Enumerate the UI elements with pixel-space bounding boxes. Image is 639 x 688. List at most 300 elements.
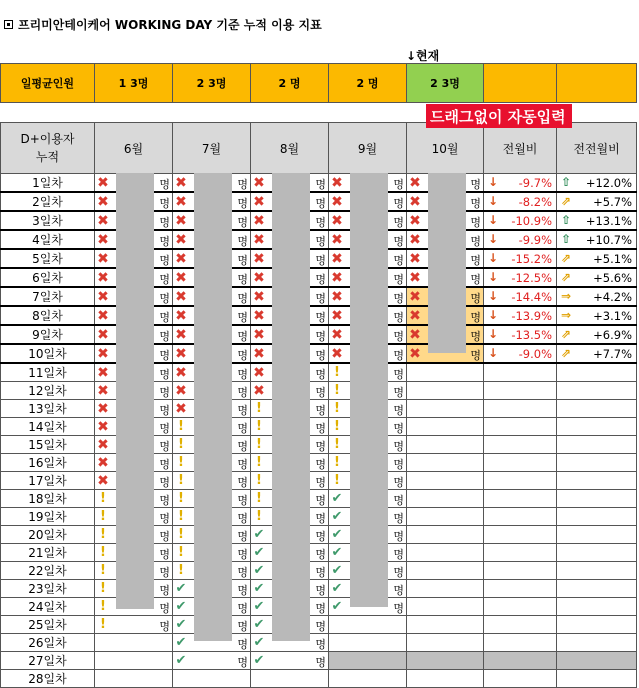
- day-label: 11일차: [1, 363, 95, 382]
- unit-label: 명: [159, 620, 170, 633]
- warning-icon: !: [100, 599, 106, 614]
- header-mom: 전월비: [484, 123, 557, 174]
- check-icon: ✔: [331, 581, 343, 596]
- month-value-cell: [407, 652, 484, 670]
- red-x-icon: ✖: [253, 270, 265, 286]
- mom-cell: [484, 192, 557, 211]
- change-value: +10.7%: [585, 233, 632, 247]
- change-value: +5.1%: [593, 252, 632, 266]
- table-row: [1, 526, 637, 544]
- unit-label: 명: [315, 440, 326, 453]
- sheet-title: [4, 16, 322, 33]
- unit-label: 명: [470, 216, 481, 229]
- mom2-cell: [557, 490, 637, 508]
- red-x-icon: ✖: [97, 289, 109, 305]
- red-x-icon: ✖: [175, 194, 187, 210]
- table-row: [1, 230, 637, 249]
- unit-label: 명: [393, 273, 404, 286]
- table-row: [1, 634, 637, 652]
- check-icon: ✔: [331, 599, 343, 614]
- red-x-icon: ✖: [409, 232, 421, 248]
- mom-cell: [484, 418, 557, 436]
- day-label: 9일차: [1, 325, 95, 344]
- table-row: [1, 363, 637, 382]
- unit-label: 명: [470, 311, 481, 324]
- red-x-icon: ✖: [97, 175, 109, 191]
- month-value-cell: [95, 670, 173, 688]
- warning-icon: !: [100, 491, 106, 506]
- unit-label: 명: [393, 216, 404, 229]
- change-value: +5.6%: [593, 271, 632, 285]
- mom2-cell: [557, 344, 637, 363]
- unit-label: 명: [393, 512, 404, 525]
- redaction-sep: [350, 173, 388, 607]
- check-icon: ✔: [253, 653, 265, 668]
- unit-label: 명: [315, 404, 326, 417]
- mom-cell: [484, 400, 557, 418]
- unit-label: 명: [315, 512, 326, 525]
- table-row: [1, 325, 637, 344]
- red-x-icon: ✖: [175, 232, 187, 248]
- month-value-cell: [95, 634, 173, 652]
- change-value: +13.1%: [585, 214, 632, 228]
- day-label: 14일차: [1, 418, 95, 436]
- unit-label: 명: [393, 494, 404, 507]
- red-x-icon: ✖: [253, 213, 265, 229]
- warning-icon: !: [334, 455, 340, 470]
- unit-label: 명: [159, 476, 170, 489]
- red-x-icon: ✖: [175, 383, 187, 399]
- unit-label: 명: [237, 254, 248, 267]
- red-x-icon: ✖: [175, 251, 187, 267]
- month-value-cell: [407, 598, 484, 616]
- day-label: 24일차: [1, 598, 95, 616]
- unit-label: 명: [315, 235, 326, 248]
- header-month-aug: 8월: [251, 123, 329, 174]
- unit-label: 명: [470, 349, 481, 362]
- day-label: 26일차: [1, 634, 95, 652]
- red-x-icon: ✖: [175, 365, 187, 381]
- up-arrow-icon: ⇧: [560, 175, 572, 189]
- unit-label: 명: [470, 330, 481, 343]
- red-x-icon: ✖: [175, 175, 187, 191]
- warning-icon: !: [334, 437, 340, 452]
- unit-label: 명: [237, 330, 248, 343]
- unit-label: 명: [159, 197, 170, 210]
- unit-label: 명: [237, 216, 248, 229]
- check-icon: ✔: [331, 509, 343, 524]
- month-value-cell: [407, 544, 484, 562]
- unit-label: 명: [315, 349, 326, 362]
- red-x-icon: ✖: [175, 401, 187, 417]
- table-row: [1, 580, 637, 598]
- mom-cell: [484, 580, 557, 598]
- unit-label: 명: [237, 476, 248, 489]
- down-arrow-icon: ↓: [487, 232, 499, 246]
- day-label: 15일차: [1, 436, 95, 454]
- unit-label: 명: [315, 494, 326, 507]
- check-icon: ✔: [253, 545, 265, 560]
- unit-label: 명: [237, 548, 248, 561]
- red-x-icon: ✖: [97, 308, 109, 324]
- unit-label: 명: [237, 235, 248, 248]
- warning-icon: !: [256, 455, 262, 470]
- red-x-icon: ✖: [409, 194, 421, 210]
- mom2-cell: [557, 249, 637, 268]
- unit-label: 명: [315, 656, 326, 669]
- month-value-cell: [329, 670, 407, 688]
- unit-label: 명: [237, 292, 248, 305]
- warning-icon: !: [256, 491, 262, 506]
- red-x-icon: ✖: [409, 175, 421, 191]
- unit-label: 명: [315, 254, 326, 267]
- mom-cell: [484, 325, 557, 344]
- unit-label: 명: [393, 349, 404, 362]
- unit-label: 명: [237, 638, 248, 651]
- change-value: -13.5%: [511, 328, 552, 342]
- unit-label: 명: [237, 494, 248, 507]
- unit-label: 명: [470, 197, 481, 210]
- check-icon: ✔: [253, 581, 265, 596]
- day-label: 23일차: [1, 580, 95, 598]
- month-value-cell: [407, 436, 484, 454]
- right-arrow-icon: ⇒: [560, 289, 572, 303]
- warning-icon: !: [178, 563, 184, 578]
- mom2-cell: [557, 287, 637, 306]
- average-value-oct: 2 3명: [407, 64, 484, 103]
- mom2-cell: [557, 174, 637, 193]
- unit-label: 명: [159, 311, 170, 324]
- check-icon: ✔: [253, 635, 265, 650]
- red-x-icon: ✖: [97, 194, 109, 210]
- red-x-icon: ✖: [409, 270, 421, 286]
- month-value-cell: [407, 472, 484, 490]
- unit-label: 명: [159, 235, 170, 248]
- mom-cell: [484, 344, 557, 363]
- unit-label: 명: [393, 476, 404, 489]
- redaction-oct: [428, 173, 466, 353]
- day-label: 1일차: [1, 174, 95, 193]
- unit-label: 명: [237, 458, 248, 471]
- month-value-cell: [95, 616, 173, 634]
- unit-label: 명: [393, 178, 404, 191]
- unit-label: 명: [159, 422, 170, 435]
- unit-label: 명: [315, 386, 326, 399]
- up-arrow-icon: ⇧: [560, 213, 572, 227]
- table-row: [1, 211, 637, 230]
- down-arrow-icon: ↓: [487, 194, 499, 208]
- change-value: +12.0%: [585, 176, 632, 190]
- diagonal-up-arrow-icon: ⇗: [560, 346, 572, 360]
- check-icon: ✔: [175, 635, 187, 650]
- mom2-cell: [557, 306, 637, 325]
- down-arrow-icon: ↓: [487, 289, 499, 303]
- redaction-jul: [194, 173, 232, 641]
- red-x-icon: ✖: [253, 365, 265, 381]
- red-x-icon: ✖: [331, 327, 343, 343]
- unit-label: 명: [315, 368, 326, 381]
- mom-cell: [484, 508, 557, 526]
- unit-label: 명: [237, 620, 248, 633]
- unit-label: 명: [237, 530, 248, 543]
- unit-label: 명: [237, 656, 248, 669]
- unit-label: 명: [159, 292, 170, 305]
- month-value-cell: [407, 562, 484, 580]
- red-x-icon: ✖: [253, 308, 265, 324]
- average-label: 일평균인원: [1, 64, 95, 103]
- red-x-icon: ✖: [331, 346, 343, 362]
- mom2-cell: [557, 400, 637, 418]
- change-value: -15.2%: [511, 252, 552, 266]
- down-arrow-icon: ↓: [487, 270, 499, 284]
- warning-icon: !: [178, 437, 184, 452]
- mom-cell: [484, 382, 557, 400]
- down-arrow-icon: ↓: [487, 213, 499, 227]
- unit-label: 명: [393, 368, 404, 381]
- red-x-icon: ✖: [409, 289, 421, 305]
- unit-label: 명: [393, 235, 404, 248]
- unit-label: 명: [237, 368, 248, 381]
- check-icon: ✔: [253, 563, 265, 578]
- header-month-oct: 10월: [407, 123, 484, 174]
- mom2-cell: [557, 652, 637, 670]
- table-row: [1, 400, 637, 418]
- red-x-icon: ✖: [409, 308, 421, 324]
- change-value: -9.7%: [518, 176, 552, 190]
- red-x-icon: ✖: [175, 308, 187, 324]
- mom-cell: [484, 287, 557, 306]
- red-x-icon: ✖: [331, 251, 343, 267]
- down-arrow-icon: ↓: [487, 308, 499, 322]
- red-x-icon: ✖: [97, 419, 109, 435]
- unit-label: 명: [315, 602, 326, 615]
- month-value-cell: [407, 508, 484, 526]
- mom-cell: [484, 562, 557, 580]
- mom2-cell: [557, 670, 637, 688]
- unit-label: 명: [159, 530, 170, 543]
- unit-label: 명: [315, 330, 326, 343]
- change-value: -10.9%: [511, 214, 552, 228]
- unit-label: 명: [393, 386, 404, 399]
- unit-label: 명: [159, 440, 170, 453]
- day-label: 22일차: [1, 562, 95, 580]
- red-x-icon: ✖: [175, 289, 187, 305]
- mom-cell: [484, 268, 557, 287]
- mom2-cell: [557, 454, 637, 472]
- table-row: [1, 344, 637, 363]
- red-x-icon: ✖: [97, 383, 109, 399]
- mom-cell: [484, 174, 557, 193]
- check-icon: ✔: [331, 545, 343, 560]
- table-row: [1, 454, 637, 472]
- red-x-icon: ✖: [175, 327, 187, 343]
- table-row: [1, 249, 637, 268]
- mom2-cell: [557, 616, 637, 634]
- unit-label: 명: [159, 548, 170, 561]
- change-value: +3.1%: [593, 309, 632, 323]
- mom-cell: [484, 211, 557, 230]
- mom2-cell: [557, 598, 637, 616]
- warning-icon: !: [334, 383, 340, 398]
- up-arrow-icon: ⇧: [560, 232, 572, 246]
- warning-icon: !: [334, 401, 340, 416]
- month-value-cell: [407, 490, 484, 508]
- day-label: 5일차: [1, 249, 95, 268]
- unit-label: 명: [159, 254, 170, 267]
- average-value-sep: 2 명: [329, 64, 407, 103]
- warning-icon: !: [178, 455, 184, 470]
- change-value: +7.7%: [593, 347, 632, 361]
- red-x-icon: ✖: [175, 213, 187, 229]
- table-row: [1, 472, 637, 490]
- mom-cell: [484, 598, 557, 616]
- red-x-icon: ✖: [97, 327, 109, 343]
- table-row: [1, 436, 637, 454]
- day-label: 7일차: [1, 287, 95, 306]
- month-value-cell: [407, 526, 484, 544]
- cumulative-usage-table: [0, 122, 637, 688]
- change-value: -8.2%: [518, 195, 552, 209]
- unit-label: 명: [159, 178, 170, 191]
- unit-label: 명: [470, 178, 481, 191]
- warning-icon: !: [256, 401, 262, 416]
- warning-icon: !: [100, 563, 106, 578]
- month-value-cell: [407, 670, 484, 688]
- unit-label: 명: [393, 311, 404, 324]
- month-value-cell: [173, 652, 251, 670]
- title-text: 프리미안테이케어 WORKING DAY 기준 누적 이용 지표: [18, 18, 322, 32]
- change-value: -9.0%: [518, 347, 552, 361]
- day-label: 17일차: [1, 472, 95, 490]
- month-value-cell: [329, 652, 407, 670]
- mom-cell: [484, 454, 557, 472]
- unit-label: 명: [159, 602, 170, 615]
- unit-label: 명: [237, 566, 248, 579]
- mom-cell: [484, 306, 557, 325]
- unit-label: 명: [393, 404, 404, 417]
- change-value: -14.4%: [511, 290, 552, 304]
- mom-cell: [484, 616, 557, 634]
- mom2-cell: [557, 544, 637, 562]
- unit-label: 명: [315, 530, 326, 543]
- unit-label: 명: [237, 178, 248, 191]
- red-x-icon: ✖: [97, 437, 109, 453]
- redaction-aug: [272, 173, 310, 641]
- unit-label: 명: [315, 292, 326, 305]
- red-x-icon: ✖: [409, 346, 421, 362]
- day-label: 16일차: [1, 454, 95, 472]
- day-label: 21일차: [1, 544, 95, 562]
- diagonal-up-arrow-icon: ⇗: [560, 251, 572, 265]
- month-value-cell: [329, 634, 407, 652]
- change-value: -13.9%: [511, 309, 552, 323]
- change-value: +5.7%: [593, 195, 632, 209]
- unit-label: 명: [159, 273, 170, 286]
- red-x-icon: ✖: [331, 194, 343, 210]
- check-icon: ✔: [331, 563, 343, 578]
- warning-icon: !: [334, 473, 340, 488]
- unit-label: 명: [237, 422, 248, 435]
- table-row: [1, 598, 637, 616]
- average-row: [1, 64, 637, 103]
- month-value-cell: [407, 382, 484, 400]
- unit-label: 명: [393, 330, 404, 343]
- mom2-cell: [557, 634, 637, 652]
- warning-icon: !: [178, 527, 184, 542]
- unit-label: 명: [159, 494, 170, 507]
- mom-cell: [484, 363, 557, 382]
- month-value-cell: [251, 670, 329, 688]
- mom-cell: [484, 490, 557, 508]
- table-row: [1, 490, 637, 508]
- header-mom2: 전전월비: [557, 123, 637, 174]
- red-x-icon: ✖: [409, 213, 421, 229]
- table-row: [1, 287, 637, 306]
- unit-label: 명: [237, 602, 248, 615]
- unit-label: 명: [159, 386, 170, 399]
- red-x-icon: ✖: [97, 455, 109, 471]
- unit-label: 명: [237, 197, 248, 210]
- mom2-cell: [557, 363, 637, 382]
- day-label: 2일차: [1, 192, 95, 211]
- unit-label: 명: [393, 292, 404, 305]
- mom2-cell: [557, 230, 637, 249]
- average-value-jun: 1 3명: [95, 64, 173, 103]
- red-x-icon: ✖: [253, 232, 265, 248]
- month-value-cell: [407, 616, 484, 634]
- check-icon: ✔: [175, 581, 187, 596]
- unit-label: 명: [237, 404, 248, 417]
- red-x-icon: ✖: [253, 194, 265, 210]
- month-value-cell: [407, 454, 484, 472]
- unit-label: 명: [393, 566, 404, 579]
- unit-label: 명: [159, 330, 170, 343]
- average-value-mom: [484, 64, 557, 103]
- warning-icon: !: [100, 545, 106, 560]
- unit-label: 명: [315, 422, 326, 435]
- table-row: [1, 670, 637, 688]
- month-value-cell: [407, 418, 484, 436]
- red-x-icon: ✖: [253, 346, 265, 362]
- mom2-cell: [557, 436, 637, 454]
- unit-label: 명: [470, 235, 481, 248]
- down-arrow-icon: ↓: [487, 175, 499, 189]
- diagonal-up-arrow-icon: ⇗: [560, 270, 572, 284]
- red-x-icon: ✖: [97, 251, 109, 267]
- header-row: [1, 123, 637, 174]
- red-x-icon: ✖: [97, 473, 109, 489]
- unit-label: 명: [237, 512, 248, 525]
- mom-cell: [484, 230, 557, 249]
- mom2-cell: [557, 211, 637, 230]
- unit-label: 명: [159, 512, 170, 525]
- red-x-icon: ✖: [331, 213, 343, 229]
- red-x-icon: ✖: [253, 289, 265, 305]
- warning-icon: !: [256, 473, 262, 488]
- warning-icon: !: [334, 419, 340, 434]
- unit-label: 명: [315, 548, 326, 561]
- diagonal-up-arrow-icon: ⇗: [560, 327, 572, 341]
- day-label: 28일차: [1, 670, 95, 688]
- day-label: 25일차: [1, 616, 95, 634]
- mom2-cell: [557, 192, 637, 211]
- unit-label: 명: [315, 584, 326, 597]
- red-x-icon: ✖: [253, 175, 265, 191]
- table-row: [1, 544, 637, 562]
- right-arrow-icon: ⇒: [560, 308, 572, 322]
- unit-label: 명: [315, 476, 326, 489]
- redaction-jun: [116, 173, 154, 609]
